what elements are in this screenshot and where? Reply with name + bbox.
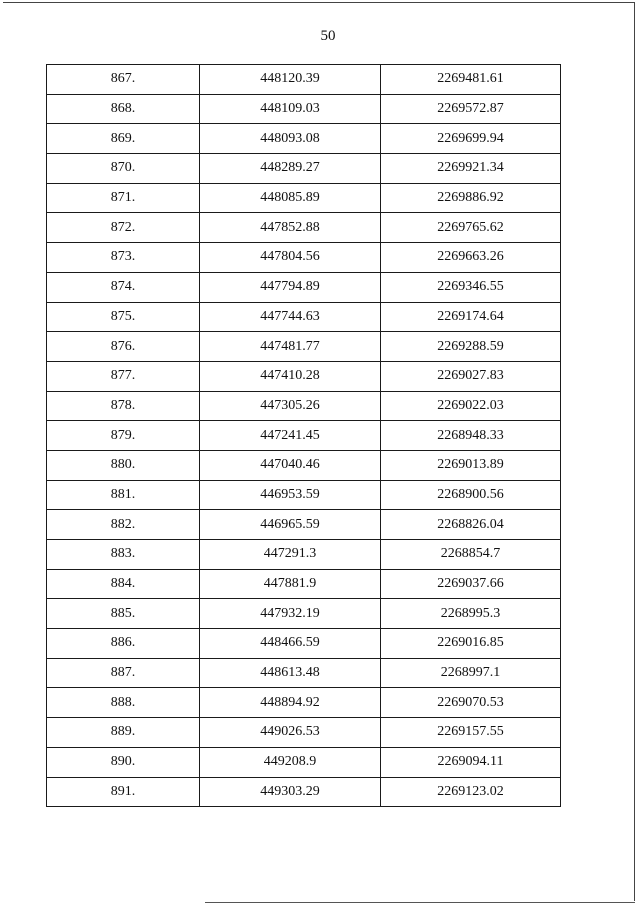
point-number-cell: 871. xyxy=(47,183,200,213)
table-row xyxy=(47,421,561,451)
table-row xyxy=(47,629,561,659)
table-row xyxy=(47,302,561,332)
table-row xyxy=(47,213,561,243)
point-number-cell: 882. xyxy=(47,510,200,540)
table-row xyxy=(47,747,561,777)
point-number-cell: 873. xyxy=(47,243,200,273)
table-row xyxy=(47,510,561,540)
y-coordinate-cell: 2269016.85 xyxy=(381,629,561,659)
y-coordinate-cell: 2269346.55 xyxy=(381,272,561,302)
x-coordinate-cell: 447291.3 xyxy=(200,540,381,570)
y-coordinate-cell: 2269027.83 xyxy=(381,361,561,391)
point-number-cell: 887. xyxy=(47,658,200,688)
point-number-cell: 881. xyxy=(47,480,200,510)
y-coordinate-cell: 2269037.66 xyxy=(381,569,561,599)
point-number-cell: 868. xyxy=(47,94,200,124)
x-coordinate-cell: 447305.26 xyxy=(200,391,381,421)
table-row xyxy=(47,124,561,154)
x-coordinate-cell: 447410.28 xyxy=(200,361,381,391)
coordinates-table-body xyxy=(47,65,561,807)
x-coordinate-cell: 449208.9 xyxy=(200,747,381,777)
x-coordinate-cell: 447852.88 xyxy=(200,213,381,243)
table-row xyxy=(47,183,561,213)
y-coordinate-cell: 2268900.56 xyxy=(381,480,561,510)
y-coordinate-cell: 2268997.1 xyxy=(381,658,561,688)
point-number-cell: 888. xyxy=(47,688,200,718)
x-coordinate-cell: 448093.08 xyxy=(200,124,381,154)
table-row xyxy=(47,777,561,807)
y-coordinate-cell: 2269921.34 xyxy=(381,154,561,184)
page-number: 50 xyxy=(320,28,336,44)
y-coordinate-cell: 2269174.64 xyxy=(381,302,561,332)
y-coordinate-cell: 2269070.53 xyxy=(381,688,561,718)
bottom-rule xyxy=(205,902,635,903)
y-coordinate-cell: 2269699.94 xyxy=(381,124,561,154)
x-coordinate-cell: 447794.89 xyxy=(200,272,381,302)
y-coordinate-cell: 2269123.02 xyxy=(381,777,561,807)
point-number-cell: 875. xyxy=(47,302,200,332)
x-coordinate-cell: 449026.53 xyxy=(200,718,381,748)
y-coordinate-cell: 2268854.7 xyxy=(381,540,561,570)
point-number-cell: 869. xyxy=(47,124,200,154)
y-coordinate-cell: 2269886.92 xyxy=(381,183,561,213)
x-coordinate-cell: 447241.45 xyxy=(200,421,381,451)
x-coordinate-cell: 448894.92 xyxy=(200,688,381,718)
point-number-cell: 876. xyxy=(47,332,200,362)
table-row xyxy=(47,450,561,480)
x-coordinate-cell: 447932.19 xyxy=(200,599,381,629)
x-coordinate-cell: 446953.59 xyxy=(200,480,381,510)
x-coordinate-cell: 448109.03 xyxy=(200,94,381,124)
point-number-cell: 885. xyxy=(47,599,200,629)
table-row xyxy=(47,569,561,599)
y-coordinate-cell: 2269157.55 xyxy=(381,718,561,748)
y-coordinate-cell: 2268948.33 xyxy=(381,421,561,451)
x-coordinate-cell: 447040.46 xyxy=(200,450,381,480)
table-row xyxy=(47,718,561,748)
point-number-cell: 880. xyxy=(47,450,200,480)
table-row xyxy=(47,658,561,688)
y-coordinate-cell: 2269288.59 xyxy=(381,332,561,362)
point-number-cell: 872. xyxy=(47,213,200,243)
table-row xyxy=(47,272,561,302)
y-coordinate-cell: 2269663.26 xyxy=(381,243,561,273)
point-number-cell: 883. xyxy=(47,540,200,570)
y-coordinate-cell: 2269572.87 xyxy=(381,94,561,124)
table-row xyxy=(47,480,561,510)
point-number-cell: 874. xyxy=(47,272,200,302)
y-coordinate-cell: 2269094.11 xyxy=(381,747,561,777)
x-coordinate-cell: 448613.48 xyxy=(200,658,381,688)
y-coordinate-cell: 2268995.3 xyxy=(381,599,561,629)
point-number-cell: 886. xyxy=(47,629,200,659)
y-coordinate-cell: 2269022.03 xyxy=(381,391,561,421)
x-coordinate-cell: 447881.9 xyxy=(200,569,381,599)
point-number-cell: 879. xyxy=(47,421,200,451)
table-row xyxy=(47,243,561,273)
table-row xyxy=(47,688,561,718)
x-coordinate-cell: 447481.77 xyxy=(200,332,381,362)
table-row xyxy=(47,332,561,362)
point-number-cell: 867. xyxy=(47,65,200,95)
point-number-cell: 884. xyxy=(47,569,200,599)
point-number-cell: 877. xyxy=(47,361,200,391)
point-number-cell: 870. xyxy=(47,154,200,184)
x-coordinate-cell: 447804.56 xyxy=(200,243,381,273)
x-coordinate-cell: 448085.89 xyxy=(200,183,381,213)
x-coordinate-cell: 448289.27 xyxy=(200,154,381,184)
table-row xyxy=(47,540,561,570)
point-number-cell: 878. xyxy=(47,391,200,421)
x-coordinate-cell: 447744.63 xyxy=(200,302,381,332)
table-row xyxy=(47,599,561,629)
y-coordinate-cell: 2269481.61 xyxy=(381,65,561,95)
table-row xyxy=(47,154,561,184)
y-coordinate-cell: 2269013.89 xyxy=(381,450,561,480)
point-number-cell: 891. xyxy=(47,777,200,807)
coordinates-table xyxy=(46,64,561,807)
table-row xyxy=(47,94,561,124)
table-row xyxy=(47,361,561,391)
point-number-cell: 889. xyxy=(47,718,200,748)
x-coordinate-cell: 448120.39 xyxy=(200,65,381,95)
y-coordinate-cell: 2269765.62 xyxy=(381,213,561,243)
x-coordinate-cell: 446965.59 xyxy=(200,510,381,540)
table-row xyxy=(47,391,561,421)
x-coordinate-cell: 448466.59 xyxy=(200,629,381,659)
point-number-cell: 890. xyxy=(47,747,200,777)
x-coordinate-cell: 449303.29 xyxy=(200,777,381,807)
y-coordinate-cell: 2268826.04 xyxy=(381,510,561,540)
table-row xyxy=(47,65,561,95)
